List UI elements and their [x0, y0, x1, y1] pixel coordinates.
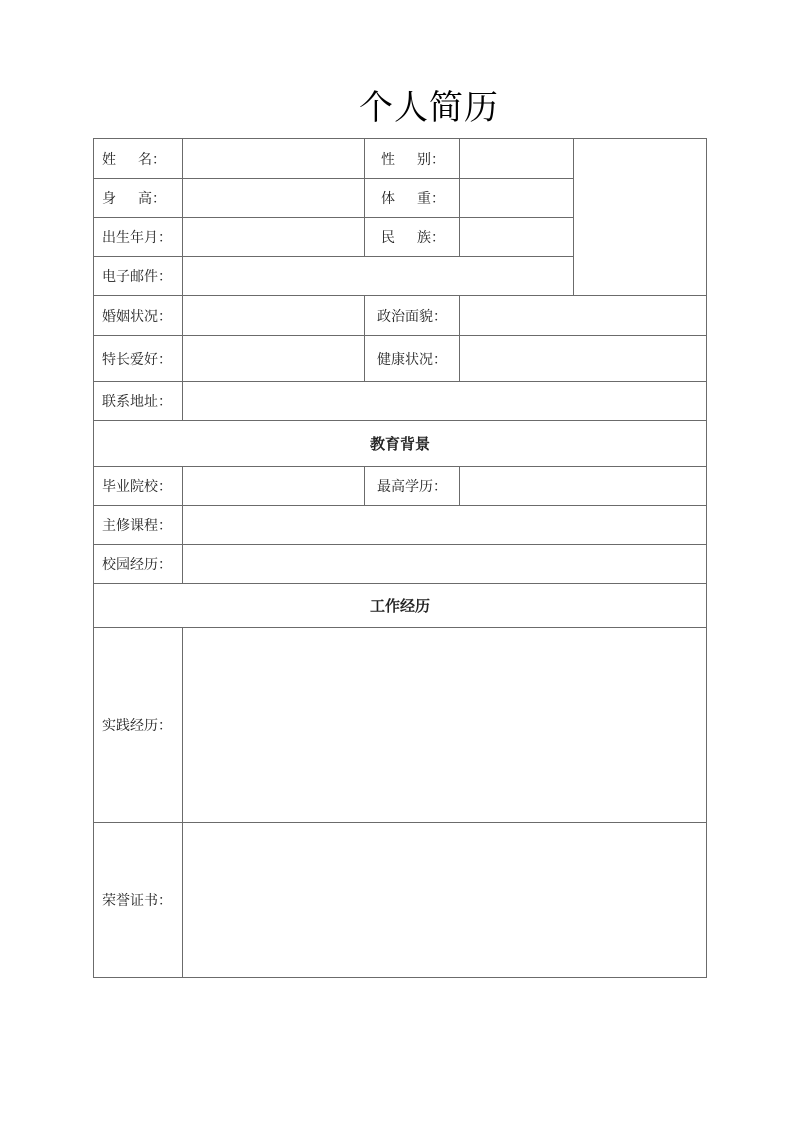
- health-label: 健康状况：: [364, 335, 460, 382]
- address-field[interactable]: [182, 381, 707, 421]
- name-field[interactable]: [182, 138, 365, 179]
- ethnicity-field[interactable]: [459, 217, 574, 257]
- political-label: 政治面貌：: [364, 295, 460, 336]
- honors-field[interactable]: [182, 822, 707, 978]
- height-label-char-2: 高：: [138, 191, 166, 207]
- weight-field[interactable]: [459, 178, 574, 218]
- campus-label: 校园经历：: [93, 544, 183, 584]
- name-label-char-2: 名：: [138, 151, 166, 168]
- courses-field[interactable]: [182, 505, 707, 545]
- education-heading: 教育背景: [93, 420, 707, 467]
- honors-label: 荣誉证书：: [93, 822, 183, 978]
- height-label-char-1: 身: [102, 191, 116, 207]
- birth-label: 出生年月：: [93, 217, 183, 257]
- ethnicity-label: [364, 217, 460, 257]
- weight-label: [364, 178, 460, 218]
- courses-label: 主修课程：: [93, 505, 183, 545]
- degree-label: 最高学历：: [364, 466, 460, 506]
- email-label: 电子邮件：: [93, 256, 183, 296]
- school-label: 毕业院校：: [93, 466, 183, 506]
- address-label: 联系地址：: [93, 381, 183, 421]
- marital-field[interactable]: [182, 295, 365, 336]
- name-label-char-1: 姓: [102, 151, 116, 168]
- practice-field[interactable]: [182, 627, 707, 823]
- campus-field[interactable]: [182, 544, 707, 584]
- degree-field[interactable]: [459, 466, 707, 506]
- birth-field[interactable]: [182, 217, 365, 257]
- ethnicity-label-char-1: 民: [381, 230, 395, 246]
- gender-label-char-1: 性: [381, 151, 395, 168]
- practice-label: 实践经历：: [93, 627, 183, 823]
- marital-label: 婚姻状况：: [93, 295, 183, 336]
- ethnicity-label-char-2: 族：: [417, 230, 445, 246]
- weight-label-char-2: 重：: [417, 191, 445, 207]
- photo-box[interactable]: [573, 138, 707, 296]
- name-label: [93, 138, 183, 179]
- height-field[interactable]: [182, 178, 365, 218]
- height-label: [93, 178, 183, 218]
- hobbies-field[interactable]: [182, 335, 365, 382]
- weight-label-char-1: 体: [381, 191, 395, 207]
- school-field[interactable]: [182, 466, 365, 506]
- page-title: 个人简历: [359, 88, 499, 128]
- hobbies-label: 特长爱好：: [93, 335, 183, 382]
- political-field[interactable]: [459, 295, 707, 336]
- email-field[interactable]: [182, 256, 574, 296]
- gender-label: [364, 138, 460, 179]
- gender-field[interactable]: [459, 138, 574, 179]
- health-field[interactable]: [459, 335, 707, 382]
- work-heading: 工作经历: [93, 583, 707, 628]
- gender-label-char-2: 别：: [417, 151, 445, 168]
